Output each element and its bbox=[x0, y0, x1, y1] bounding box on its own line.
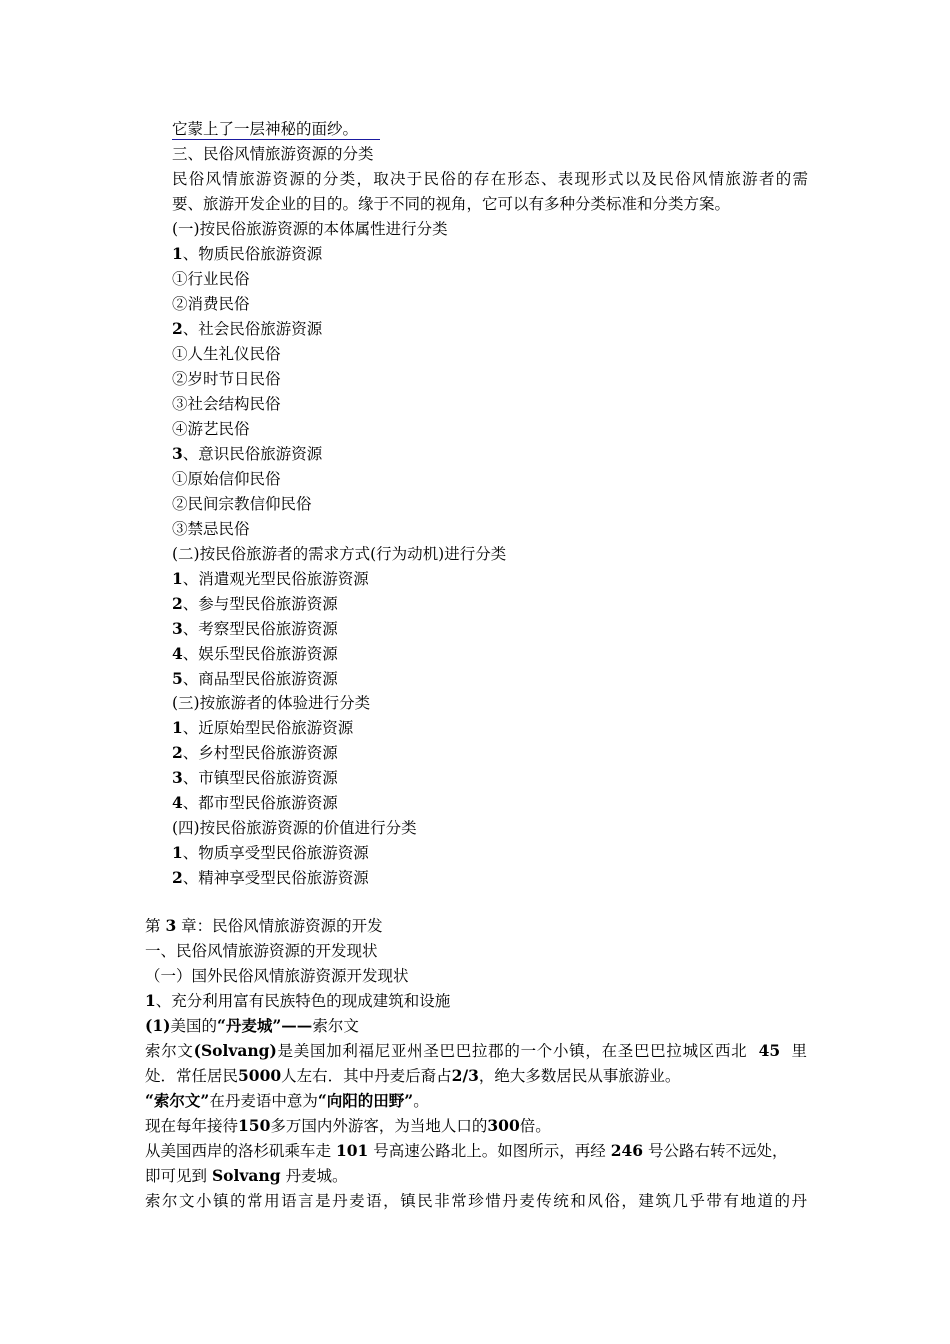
item-label: 、乡村型民俗旅游资源 bbox=[182, 744, 338, 762]
list-item: ①原始信仰民俗 bbox=[172, 470, 281, 488]
class1-group3-heading bbox=[172, 444, 322, 464]
text-run-bold: (Solvang) bbox=[193, 1041, 277, 1060]
list-item bbox=[172, 569, 369, 589]
para3 bbox=[145, 1116, 551, 1136]
item-label: 、考察型民俗旅游资源 bbox=[182, 620, 338, 638]
item-label: 、社会民俗旅游资源 bbox=[182, 320, 323, 338]
item-number: 1 bbox=[172, 569, 183, 588]
text-run: 人左右．其中丹麦后裔占 bbox=[281, 1067, 452, 1085]
list-item: ①行业民俗 bbox=[172, 270, 250, 288]
item-number: 1 bbox=[172, 843, 183, 862]
para5: 索尔文小镇的常用语言是丹麦语，镇民非常珍惜丹麦传统和风俗，建筑几乎带有地道的丹 bbox=[145, 1192, 807, 1210]
item-number: 2 bbox=[172, 743, 183, 762]
list-item: ②岁时节日民俗 bbox=[172, 370, 281, 388]
para4-line2 bbox=[145, 1166, 347, 1186]
text-run: 即可见到 bbox=[145, 1167, 208, 1185]
item-number: 4 bbox=[172, 793, 183, 812]
item-number: 3 bbox=[172, 619, 183, 638]
item-number: 4 bbox=[172, 644, 183, 663]
text-run: 现在每年接待 bbox=[145, 1117, 239, 1135]
list-item: ①人生礼仪民俗 bbox=[172, 345, 281, 363]
list-item bbox=[172, 768, 338, 788]
section3-para-line2: 要、旅游开发企业的目的。缘于不同的视角，它可以有多种分类标准和分类方案。 bbox=[172, 195, 731, 213]
section3-para-line1: 民俗风情旅游资源的分类，取决于民俗的存在形态、表现形式以及民俗风情旅游者的需 bbox=[172, 170, 808, 188]
item-label: 、意识民俗旅游资源 bbox=[182, 445, 323, 463]
text-run: ，绝大多数居民从事旅游业。 bbox=[478, 1067, 681, 1085]
chapter3-case1 bbox=[145, 1016, 359, 1036]
item-number: 1 bbox=[172, 244, 183, 263]
case-quote: “丹麦城”—— bbox=[216, 1016, 313, 1035]
item-number: 1 bbox=[145, 991, 156, 1010]
chapter3-sub1: （一）国外民俗风情旅游资源开发现状 bbox=[145, 967, 409, 985]
list-item bbox=[172, 594, 338, 614]
chapter-title-text: 章：民俗风情旅游资源的开发 bbox=[176, 917, 383, 935]
item-label: 、参与型民俗旅游资源 bbox=[182, 595, 338, 613]
item-label: 、物质享受型民俗旅游资源 bbox=[182, 844, 369, 862]
top-link[interactable]: 它蒙上了一层神秘的面纱。 bbox=[172, 120, 380, 140]
item-label: 、精神享受型民俗旅游资源 bbox=[182, 869, 369, 887]
class2-title: (二)按民俗旅游者的需求方式(行为动机)进行分类 bbox=[172, 545, 507, 563]
text-run: 里 bbox=[791, 1042, 807, 1060]
para4-line1 bbox=[145, 1141, 788, 1161]
text-run: 索尔文 bbox=[145, 1042, 194, 1060]
text-run: 丹麦城。 bbox=[285, 1167, 348, 1185]
list-item: ④游艺民俗 bbox=[172, 420, 250, 438]
item-number: 3 bbox=[172, 444, 183, 463]
list-item bbox=[172, 868, 369, 888]
item-number: 1 bbox=[172, 718, 183, 737]
text-run: 号高速公路北上。如图所示，再经 bbox=[373, 1142, 606, 1160]
section3-title: 三、民俗风情旅游资源的分类 bbox=[172, 145, 374, 163]
text-run-bold: 246 bbox=[610, 1141, 644, 1160]
text-run: 在丹麦语中意为 bbox=[209, 1092, 318, 1110]
text-run: 是美国加利福尼亚州圣巴巴拉郡的一个小镇，在圣巴巴拉城区西北 bbox=[276, 1042, 748, 1060]
list-item bbox=[172, 669, 338, 689]
list-item: ③禁忌民俗 bbox=[172, 520, 250, 538]
list-item bbox=[172, 743, 338, 763]
item-label: 、消遣观光型民俗旅游资源 bbox=[182, 570, 369, 588]
item-number: 2 bbox=[172, 868, 183, 887]
text-run-bold: 2/3 bbox=[451, 1066, 479, 1085]
para2 bbox=[145, 1091, 429, 1111]
item-label: 、都市型民俗旅游资源 bbox=[182, 794, 338, 812]
list-item: ②民间宗教信仰民俗 bbox=[172, 495, 312, 513]
text-run: 号公路右转不远处， bbox=[648, 1142, 788, 1160]
chapter-prefix: 第 bbox=[145, 917, 166, 935]
item-number: 2 bbox=[172, 594, 183, 613]
case-text: 美国的 bbox=[170, 1017, 217, 1035]
item-label: 、娱乐型民俗旅游资源 bbox=[182, 645, 338, 663]
list-item bbox=[172, 793, 338, 813]
item-number: 5 bbox=[172, 669, 183, 688]
text-run: 。 bbox=[413, 1092, 429, 1110]
class1-group1-heading bbox=[172, 244, 322, 264]
top-link-line bbox=[172, 119, 380, 139]
list-item bbox=[172, 644, 338, 664]
para1-line1 bbox=[145, 1041, 807, 1061]
item-number: (1) bbox=[145, 1016, 171, 1035]
class3-title: (三)按旅游者的体验进行分类 bbox=[172, 694, 371, 712]
text-run: 处．常任居民 bbox=[145, 1067, 239, 1085]
list-item bbox=[172, 843, 369, 863]
list-item: ③社会结构民俗 bbox=[172, 395, 281, 413]
class1-group2-heading bbox=[172, 319, 322, 339]
text-run-bold: 300 bbox=[487, 1116, 520, 1135]
class4-title: (四)按民俗旅游资源的价值进行分类 bbox=[172, 819, 417, 837]
class1-title: (一)按民俗旅游资源的本体属性进行分类 bbox=[172, 220, 448, 238]
text-run: 从美国西岸的洛杉矶乘车走 bbox=[145, 1142, 332, 1160]
list-item: ②消费民俗 bbox=[172, 295, 250, 313]
text-run-bold: “向阳的田野” bbox=[317, 1091, 414, 1110]
text-run-bold: 45 bbox=[758, 1041, 781, 1060]
chapter3-sec1: 一、民俗风情旅游资源的开发现状 bbox=[145, 942, 378, 960]
chapter3-title bbox=[145, 916, 383, 936]
list-item bbox=[172, 718, 353, 738]
text-run: 倍。 bbox=[519, 1117, 551, 1135]
chapter3-point1 bbox=[145, 991, 450, 1011]
list-item bbox=[172, 619, 338, 639]
item-label: 、商品型民俗旅游资源 bbox=[182, 670, 338, 688]
text-run-bold: Solvang bbox=[211, 1166, 281, 1185]
case-end: 索尔文 bbox=[312, 1017, 359, 1035]
item-label: 、充分利用富有民族特色的现成建筑和设施 bbox=[155, 992, 451, 1010]
text-run-bold: 150 bbox=[238, 1116, 271, 1135]
text-run-bold: 101 bbox=[335, 1141, 369, 1160]
item-label: 、物质民俗旅游资源 bbox=[182, 245, 323, 263]
item-label: 、市镇型民俗旅游资源 bbox=[182, 769, 338, 787]
para1-line2 bbox=[145, 1066, 680, 1086]
chapter-number: 3 bbox=[165, 916, 177, 935]
text-run-bold: 5000 bbox=[238, 1066, 282, 1085]
item-number: 3 bbox=[172, 768, 183, 787]
item-number: 2 bbox=[172, 319, 183, 338]
text-run: 多万国内外游客，为当地人口的 bbox=[270, 1117, 488, 1135]
text-run-bold: “索尔文” bbox=[145, 1091, 210, 1110]
item-label: 、近原始型民俗旅游资源 bbox=[182, 719, 354, 737]
